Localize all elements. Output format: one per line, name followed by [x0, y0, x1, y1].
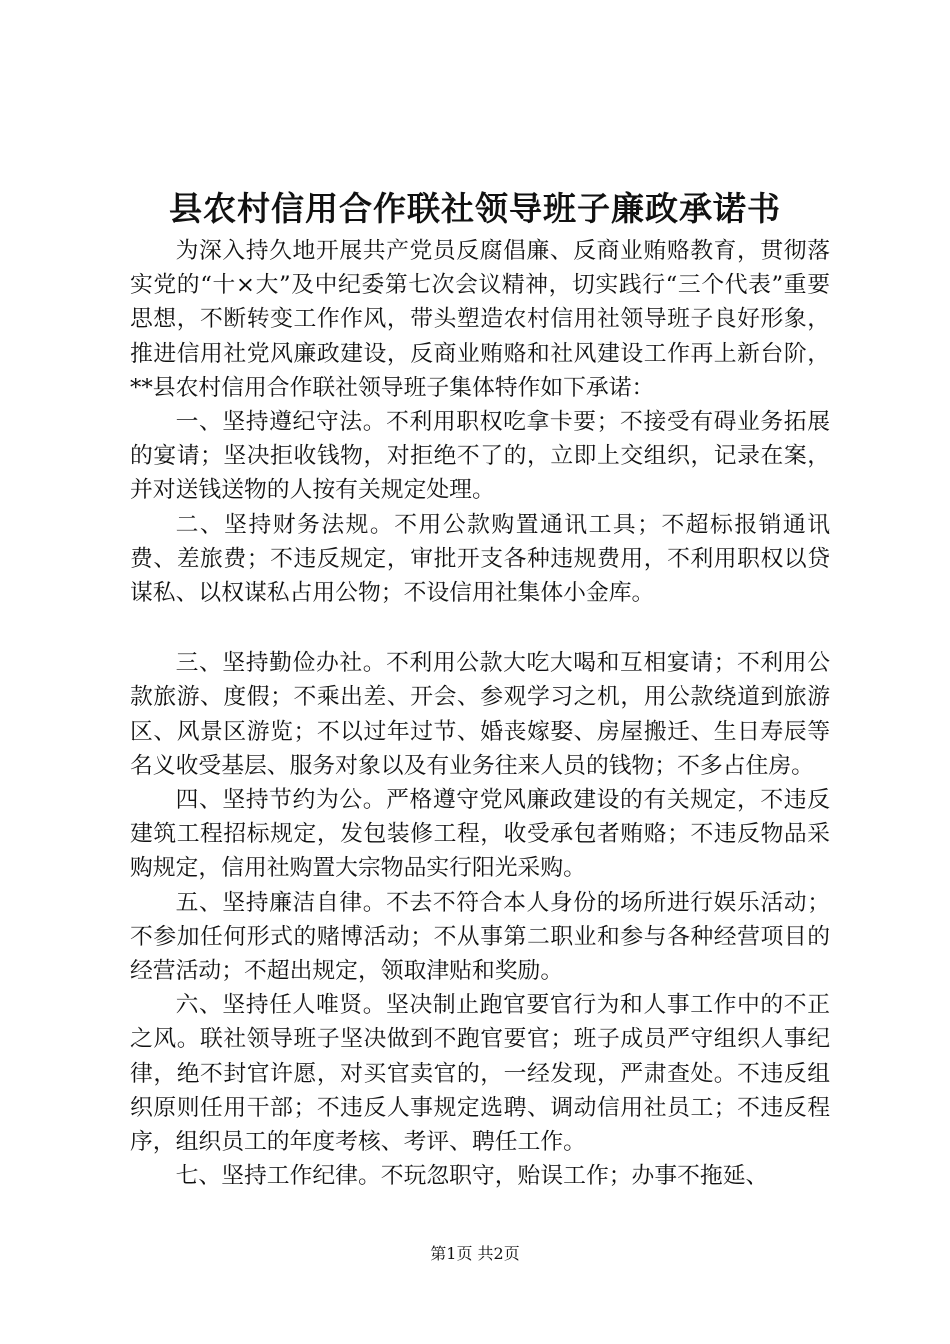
paragraph-item-4: 四、坚持节约为公。严格遵守党风廉政建设的有关规定，不违反建筑工程招标规定，发包装修工程，收受承包者贿赂；不违反物品采购规定，信用社购置大宗物品实行阳光采购。: [130, 787, 830, 882]
paragraph-item-2: 二、坚持财务法规。不用公款购置通讯工具；不超标报销通讯费、差旅费；不违反规定，审批开支各种违规费用，不利用职权以贷谋私、以权谋私占用公物；不设信用社集体小金库。: [130, 511, 830, 607]
document-body: [130, 234, 830, 1193]
page-number-footer: 第1页 共2页: [430, 1244, 520, 1263]
paragraph-item-7: 七、坚持工作纪律。不玩忽职守，贻误工作；办事不拖延、: [175, 1163, 769, 1190]
paragraph-item-6: 六、坚持任人唯贤。坚决制止跑官要官行为和人事工作中的不正之风。联社领导班子坚决做到不跑官要官；班子成员严守组织人事纪律，绝不封官许愿，对买官卖官的，一经发现，严肃查处。不违反组织原则任用干部；不违反人事规定选聘、调动信用社员工；不违反程序，组织员工的年度考核、考评、聘任工作。: [130, 992, 830, 1156]
paragraph-item-3: 三、坚持勤俭办社。不利用公款大吃大喝和互相宴请；不利用公款旅游、度假；不乘出差、开会、参观学习之机，用公款绕道到旅游区、风景区游览；不以过年过节、婚丧嫁娶、房屋搬迁、生日寿辰等名义收受基层、服务对象以及有业务往来人员的钱物；不多占住房。: [130, 650, 830, 779]
paragraph-item-1: 一、坚持遵纪守法。不利用职权吃拿卡要；不接受有碍业务拓展的宴请；坚决拒收钱物，对拒绝不了的，立即上交组织，记录在案，并对送钱送物的人按有关规定处理。: [130, 409, 830, 504]
document-title: 县农村信用合作联社领导班子廉政承诺书: [169, 189, 781, 228]
paragraph-intro: 为深入持久地开展共产党员反腐倡廉、反商业贿赂教育，贯彻落实党的“十×大”及中纪委第七次会议精神，切实践行“三个代表”重要思想，不断转变工作作风，带头塑造农村信用社领导班子良好形象，推进信用社党风廉政建设，反商业贿赂和社风建设工作再上新台阶，**县农村信用合作联社领导班子集体特作如下承诺：: [130, 238, 830, 401]
paragraph-item-5: 五、坚持廉洁自律。不去不符合本人身份的场所进行娱乐活动；不参加任何形式的赌博活动；不从事第二职业和参与各种经营项目的经营活动；不超出规定，领取津贴和奖励。: [130, 889, 830, 985]
